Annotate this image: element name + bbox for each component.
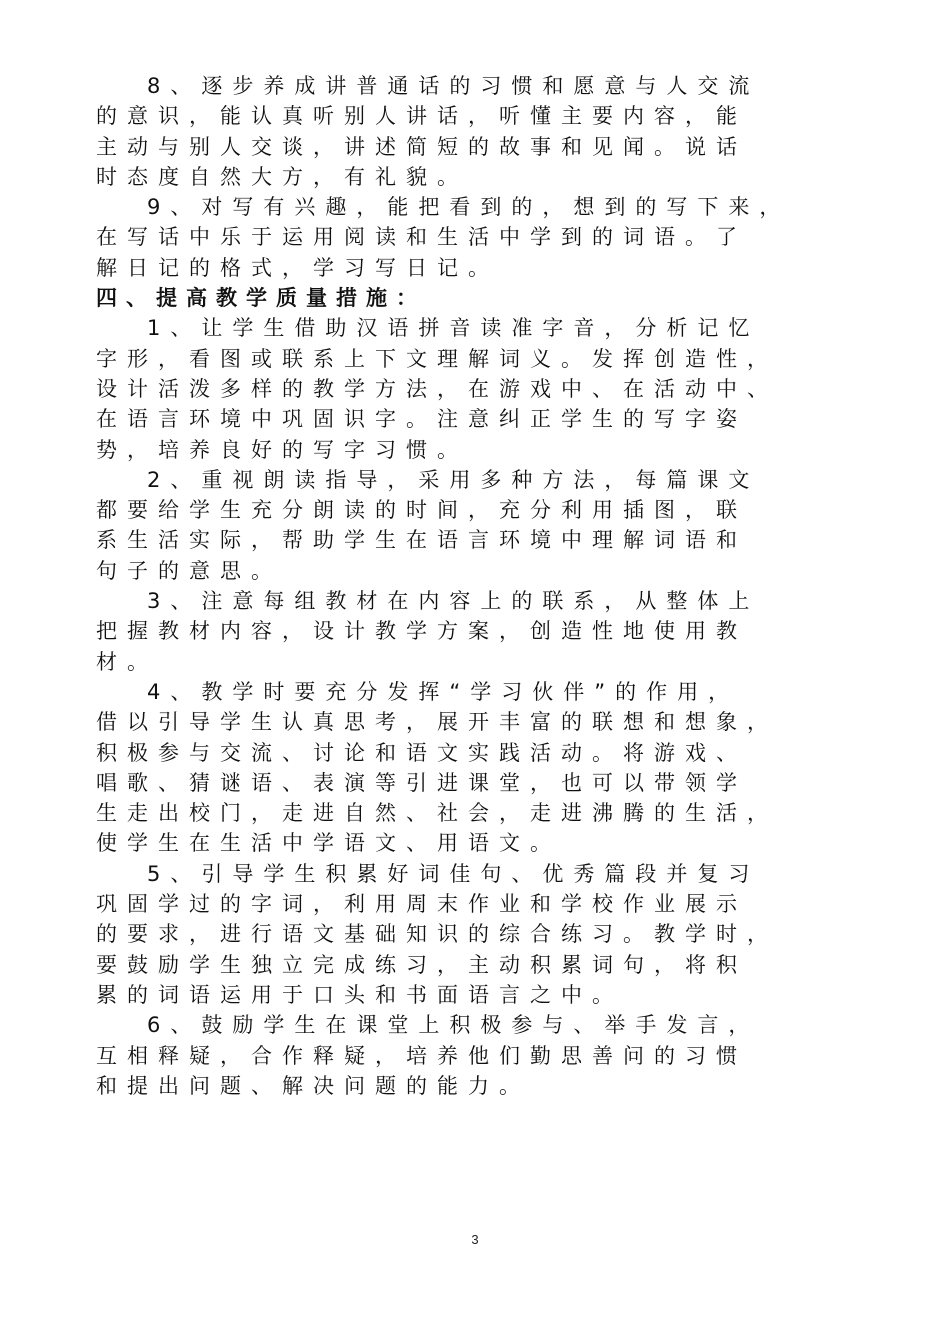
measure-6-line-3: 和提出问题、解决问题的能力。 (96, 1073, 530, 1098)
measure-1-line-3: 设计活泼多样的教学方法，在游戏中、在活动中、 (96, 376, 778, 401)
measure-5-line-4: 要鼓励学生独立完成练习，主动积累词句，将积 (96, 952, 747, 977)
measure-4-line-1: 4、教学时要充分发挥“学习伙伴”的作用， (147, 679, 740, 704)
measure-5-line-5: 累的词语运用于口头和书面语言之中。 (96, 982, 623, 1007)
page-number: 3 (471, 1232, 479, 1247)
paragraph-item-8-line-4: 时态度自然大方，有礼貌。 (96, 164, 468, 189)
measure-4-line-3: 积极参与交流、讨论和语文实践活动。将游戏、 (96, 740, 747, 765)
paragraph-item-9-line-3: 解日记的格式，学习写日记。 (96, 255, 499, 280)
measure-2-line-2: 都要给学生充分朗读的时间，充分利用插图，联 (96, 498, 747, 523)
paragraph-item-8-line-3: 主动与别人交谈，讲述简短的故事和见闻。说话 (96, 134, 747, 159)
measure-5-line-1: 5、引导学生积累好词佳句、优秀篇段并复习 (147, 861, 760, 886)
measure-5-line-3: 的要求，进行语文基础知识的综合练习。教学时， (96, 922, 778, 947)
measure-1-line-2: 字形，看图或联系上下文理解词义。发挥创造性， (96, 346, 778, 371)
document-body (96, 71, 874, 1101)
paragraph-item-9-line-2: 在写话中乐于运用阅读和生活中学到的词语。了 (96, 225, 747, 250)
measure-3-line-3: 材。 (96, 649, 158, 674)
measure-2-line-1: 2、重视朗读指导，采用多种方法，每篇课文 (147, 467, 760, 492)
paragraph-item-8-line-2: 的意识，能认真听别人讲话，听懂主要内容，能 (96, 104, 747, 129)
measure-3-line-2: 把握教材内容，设计教学方案，创造性地使用教 (96, 619, 747, 644)
measure-2-line-3: 系生活实际，帮助学生在语言环境中理解词语和 (96, 528, 747, 553)
section-heading: 四、提高教学质量措施： (96, 286, 426, 311)
measure-4-line-5: 生走出校门，走进自然、社会，走进沸腾的生活， (96, 801, 778, 826)
paragraph-item-8-line-1: 8、逐步养成讲普通话的习惯和愿意与人交流 (147, 74, 760, 98)
measure-4-line-2: 借以引导学生认真思考，展开丰富的联想和想象， (96, 710, 778, 735)
measure-1-line-4: 在语言环境中巩固识字。注意纠正学生的写字姿 (96, 407, 747, 432)
measure-1-line-5: 势，培养良好的写字习惯。 (96, 437, 468, 462)
measure-5-line-2: 巩固学过的字词，利用周末作业和学校作业展示 (96, 892, 747, 917)
measure-2-line-4: 句子的意思。 (96, 558, 282, 583)
measure-3-line-1: 3、注意每组教材在内容上的联系，从整体上 (147, 589, 760, 614)
measure-4-line-4: 唱歌、猜谜语、表演等引进课堂，也可以带领学 (96, 770, 747, 795)
paragraph-item-9-line-1: 9、对写有兴趣，能把看到的，想到的写下来， (147, 195, 791, 220)
measure-6-line-1: 6、鼓励学生在课堂上积极参与、举手发言， (147, 1013, 760, 1038)
measure-6-line-2: 互相释疑，合作释疑，培养他们勤思善问的习惯 (96, 1043, 747, 1068)
measure-4-line-6: 使学生在生活中学语文、用语文。 (96, 831, 561, 856)
measure-1-line-1: 1、让学生借助汉语拼音读准字音，分析记忆 (147, 316, 760, 341)
